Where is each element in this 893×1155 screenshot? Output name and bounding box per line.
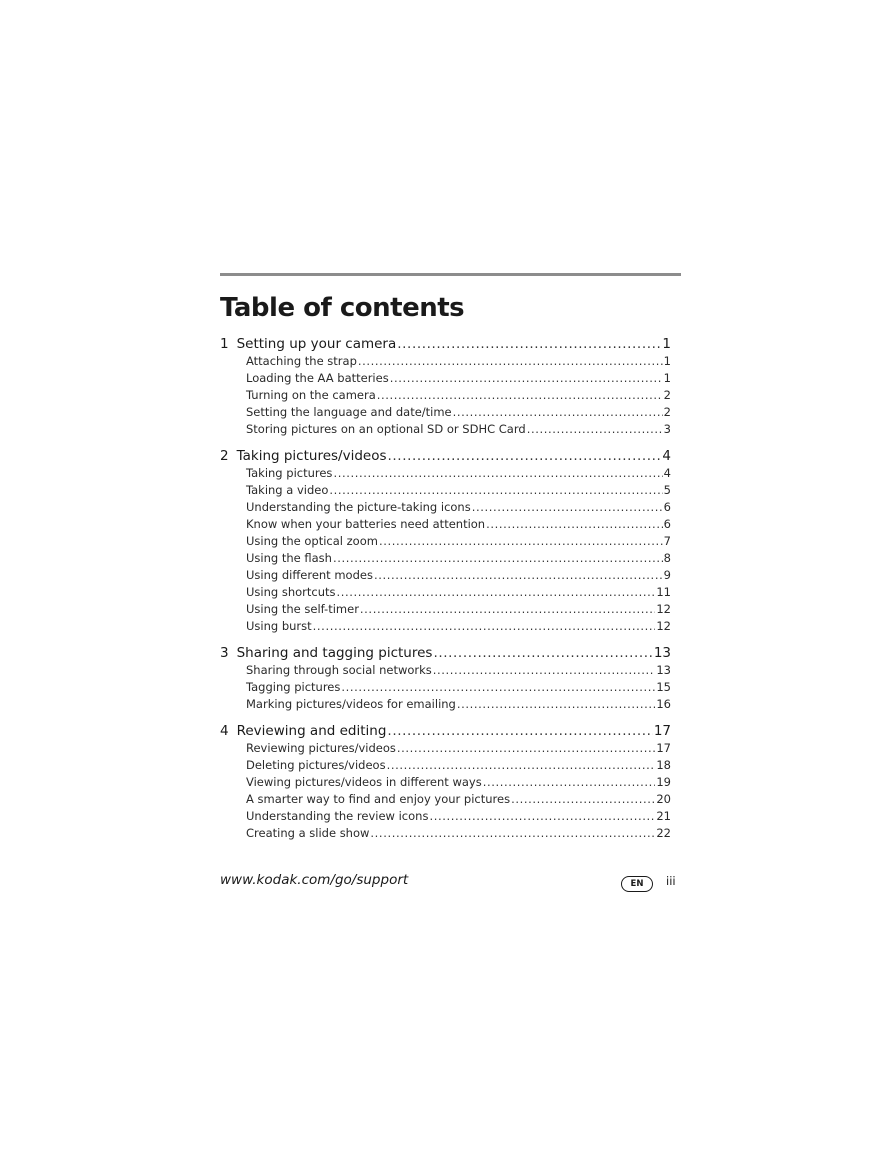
toc-subentry[interactable]: [220, 499, 671, 516]
subentry-page-number: 8: [663, 551, 671, 565]
toc-subentry[interactable]: [220, 370, 671, 387]
dot-leader: [341, 679, 655, 696]
dot-leader: [329, 482, 662, 499]
toc-section: [220, 723, 671, 842]
subentry-page-number: 13: [656, 663, 671, 677]
chapter-page-number: 17: [653, 723, 671, 739]
toc-subentry[interactable]: [220, 791, 671, 808]
chapter-title: Reviewing and editing: [236, 723, 387, 739]
toc-chapter-entry[interactable]: [220, 645, 671, 662]
subentry-title: Deleting pictures/videos: [246, 758, 386, 772]
dot-leader: [337, 584, 656, 601]
dot-leader: [388, 448, 662, 465]
subentry-title: Turning on the camera: [246, 388, 376, 402]
toc-subentry[interactable]: [220, 740, 671, 757]
page-number: iii: [666, 874, 676, 888]
dot-leader: [433, 645, 652, 662]
toc-subentry[interactable]: [220, 757, 671, 774]
toc-section: [220, 645, 671, 713]
dot-leader: [333, 465, 662, 482]
dot-leader: [429, 808, 655, 825]
dot-leader: [333, 550, 663, 567]
toc-subentry[interactable]: [220, 774, 671, 791]
subentry-page-number: 7: [663, 534, 671, 548]
subentry-title: Understanding the review icons: [246, 809, 429, 823]
subentry-title: Using burst: [246, 619, 312, 633]
subentry-title: Setting the language and date/time: [246, 405, 452, 419]
subentry-title: Taking a video: [246, 483, 329, 497]
dot-leader: [397, 740, 655, 757]
subentry-page-number: 22: [656, 826, 671, 840]
toc-chapter-entry[interactable]: [220, 336, 671, 353]
subentry-page-number: 1: [663, 371, 671, 385]
dot-leader: [397, 336, 661, 353]
dot-leader: [433, 662, 656, 679]
subentry-page-number: 1: [663, 354, 671, 368]
subentry-title: Using the flash: [246, 551, 332, 565]
subentry-page-number: 18: [656, 758, 671, 772]
chapter-title: Sharing and tagging pictures: [236, 645, 433, 661]
subentry-title: Tagging pictures: [246, 680, 341, 694]
subentry-page-number: 15: [656, 680, 671, 694]
dot-leader: [511, 791, 655, 808]
subentry-title: Marking pictures/videos for emailing: [246, 697, 456, 711]
toc-subentry[interactable]: [220, 516, 671, 533]
subentry-page-number: 2: [663, 388, 671, 402]
subentry-title: Know when your batteries need attention: [246, 517, 486, 531]
toc-subentry[interactable]: [220, 808, 671, 825]
subentry-page-number: 21: [656, 809, 671, 823]
chapter-number: 1: [220, 336, 229, 352]
dot-leader: [486, 516, 663, 533]
toc-subentry[interactable]: [220, 482, 671, 499]
toc-subentry[interactable]: [220, 353, 671, 370]
chapter-title: Setting up your camera: [236, 336, 397, 352]
dot-leader: [453, 404, 663, 421]
chapter-number: 4: [220, 723, 229, 739]
chapter-title: Taking pictures/videos: [236, 448, 387, 464]
dot-leader: [360, 601, 655, 618]
subentry-page-number: 16: [656, 697, 671, 711]
subentry-title: A smarter way to find and enjoy your pictures: [246, 792, 511, 806]
toc-subentry[interactable]: [220, 387, 671, 404]
subentry-page-number: 12: [656, 602, 671, 616]
toc-subentry[interactable]: [220, 618, 671, 635]
dot-leader: [358, 353, 663, 370]
subentry-title: Understanding the picture-taking icons: [246, 500, 471, 514]
subentry-title: Using the optical zoom: [246, 534, 378, 548]
toc-subentry[interactable]: [220, 550, 671, 567]
subentry-page-number: 12: [656, 619, 671, 633]
dot-leader: [483, 774, 656, 791]
subentry-title: Sharing through social networks: [246, 663, 432, 677]
subentry-title: Using the self-timer: [246, 602, 359, 616]
toc-section: [220, 448, 671, 635]
subentry-title: Attaching the strap: [246, 354, 357, 368]
chapter-number: 2: [220, 448, 229, 464]
subentry-page-number: 19: [656, 775, 671, 789]
subentry-page-number: 6: [663, 517, 671, 531]
subentry-title: Viewing pictures/videos in different ways: [246, 775, 482, 789]
chapter-number: 3: [220, 645, 229, 661]
toc-subentry[interactable]: [220, 567, 671, 584]
subentry-title: Creating a slide show: [246, 826, 370, 840]
toc-subentry[interactable]: [220, 533, 671, 550]
subentry-page-number: 3: [663, 422, 671, 436]
dot-leader: [457, 696, 656, 713]
chapter-page-number: 1: [662, 336, 671, 352]
subentry-page-number: 11: [656, 585, 671, 599]
toc-subentry[interactable]: [220, 584, 671, 601]
subentry-page-number: 20: [656, 792, 671, 806]
toc-subentry[interactable]: [220, 679, 671, 696]
dot-leader: [387, 723, 652, 740]
toc-subentry[interactable]: [220, 662, 671, 679]
toc-subentry[interactable]: [220, 421, 671, 438]
dot-leader: [379, 533, 663, 550]
footer-support-link[interactable]: www.kodak.com/go/support: [220, 872, 409, 888]
subentry-title: Loading the AA batteries: [246, 371, 389, 385]
toc-section: [220, 336, 671, 438]
dot-leader: [377, 387, 663, 404]
chapter-page-number: 13: [653, 645, 671, 661]
toc-chapter-entry[interactable]: [220, 448, 671, 465]
subentry-page-number: 5: [663, 483, 671, 497]
subentry-page-number: 2: [663, 405, 671, 419]
toc-subentry[interactable]: [220, 465, 671, 482]
toc-subentry[interactable]: [220, 696, 671, 713]
subentry-page-number: 17: [656, 741, 671, 755]
dot-leader: [527, 421, 663, 438]
subentry-page-number: 6: [663, 500, 671, 514]
dot-leader: [374, 567, 663, 584]
dot-leader: [370, 825, 655, 842]
dot-leader: [313, 618, 656, 635]
subentry-title: Reviewing pictures/videos: [246, 741, 396, 755]
chapter-page-number: 4: [662, 448, 671, 464]
subentry-title: Using different modes: [246, 568, 373, 582]
subentry-title: Using shortcuts: [246, 585, 336, 599]
toc-subentry[interactable]: [220, 825, 671, 842]
toc-subentry[interactable]: [220, 601, 671, 618]
language-badge: EN: [621, 876, 653, 892]
toc-chapter-entry[interactable]: [220, 723, 671, 740]
subentry-page-number: 9: [663, 568, 671, 582]
header-rule: [220, 273, 681, 276]
toc-subentry[interactable]: [220, 404, 671, 421]
dot-leader: [387, 757, 656, 774]
dot-leader: [472, 499, 663, 516]
subentry-title: Taking pictures: [246, 466, 333, 480]
subentry-page-number: 4: [663, 466, 671, 480]
page-title: Table of contents: [220, 293, 465, 323]
dot-leader: [390, 370, 663, 387]
table-of-contents: [220, 336, 671, 852]
subentry-title: Storing pictures on an optional SD or SDHC Card: [246, 422, 526, 436]
